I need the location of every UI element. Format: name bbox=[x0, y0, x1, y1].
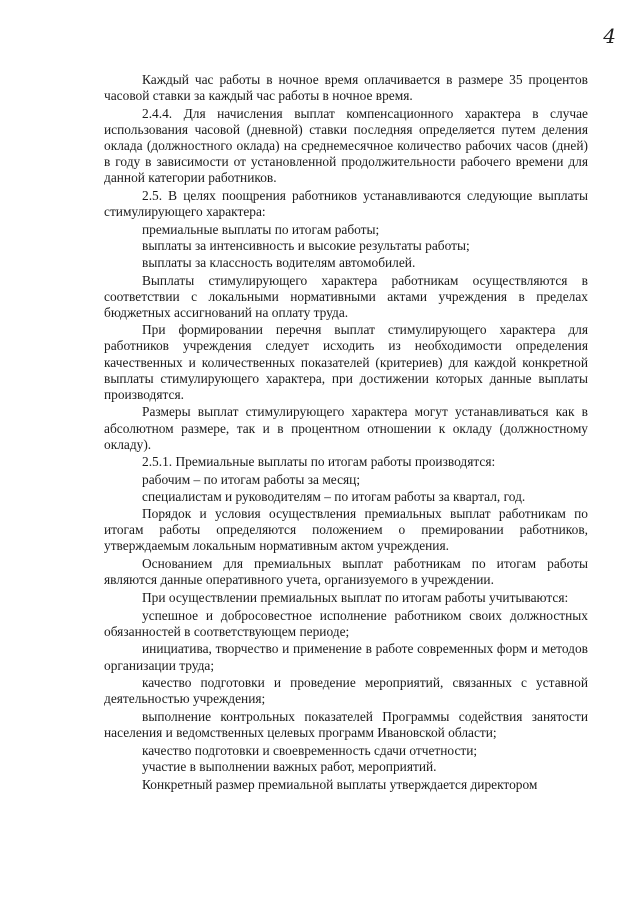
list-item: выплаты за интенсивность и высокие результаты работы; bbox=[142, 238, 470, 254]
list-item: успешное и добросовестное исполнение работником своих должностных обязанностей в соответствующем периоде; bbox=[104, 607, 588, 639]
paragraph: 2.5. В целях поощрения работников устанавливаются следующие выплаты стимулирующего характера: bbox=[104, 187, 588, 219]
paragraph: Порядок и условия осуществления премиальных выплат работникам по итогам работы определяются положением о премировании работников, утверждаемым локальным нормативным актом учреждения. bbox=[104, 506, 588, 554]
page-number: 4 bbox=[603, 24, 616, 48]
paragraph: Конкретный размер премиальной выплаты утверждается директором bbox=[142, 777, 538, 793]
paragraph: При осуществлении премиальных выплат по итогам работы учитываются: bbox=[142, 589, 569, 605]
list-item: выплаты за классность водителям автомобилей. bbox=[142, 254, 416, 270]
paragraph: Выплаты стимулирующего характера работникам осуществляются в соответствии с локальными нормативными актами учреждения в пределах бюджетных ассигнований на оплату труда. bbox=[104, 272, 588, 320]
document-body bbox=[104, 72, 588, 795]
list-item: рабочим – по итогам работы за месяц; bbox=[142, 472, 361, 487]
list-item: качество подготовки и проведение мероприятий, связанных с уставной деятельностью учреждения; bbox=[104, 675, 588, 707]
list-item: премиальные выплаты по итогам работы; bbox=[142, 221, 380, 237]
list-item: участие в выполнении важных работ, мероприятий. bbox=[142, 759, 437, 775]
list-item: инициатива, творчество и применение в работе современных форм и методов организации труда; bbox=[104, 641, 588, 673]
paragraph: 2.4.4. Для начисления выплат компенсационного характера в случае использования часовой (дневной) ставки последняя определяется путем деления оклада (должностного оклада) на среднемесячное количество рабочих часов (дней) в году в зависимости от установленной продолжительности рабочего времени для данной категории работников. bbox=[104, 105, 588, 186]
paragraph: 2.5.1. Премиальные выплаты по итогам работы производятся: bbox=[142, 454, 496, 470]
list-item: качество подготовки и своевременность сдачи отчетности; bbox=[142, 742, 478, 758]
paragraph: Размеры выплат стимулирующего характера могут устанавливаться как в абсолютном размере, так и в процентном отношении к окладу (должностному окладу). bbox=[104, 404, 588, 452]
paragraph: Каждый час работы в ночное время оплачивается в размере 35 процентов часовой ставки за каждый час работы в ночное время. bbox=[104, 72, 588, 104]
paragraph: При формировании перечня выплат стимулирующего характера для работников учреждения следует исходить из необходимости определения качественных и количественных показателей (критериев) для каждой конкретной выплаты стимулирующего характера, при достижении которых данные выплаты производятся. bbox=[104, 322, 588, 402]
list-item: выполнение контрольных показателей Программы содействия занятости населения и ведомственных целевых программ Ивановской области; bbox=[104, 708, 588, 741]
paragraph: Основанием для премиальных выплат работникам по итогам работы являются данные оперативного учета, организуемого в учреждении. bbox=[104, 556, 588, 588]
list-item: специалистам и руководителям – по итогам работы за квартал, год. bbox=[142, 488, 526, 504]
